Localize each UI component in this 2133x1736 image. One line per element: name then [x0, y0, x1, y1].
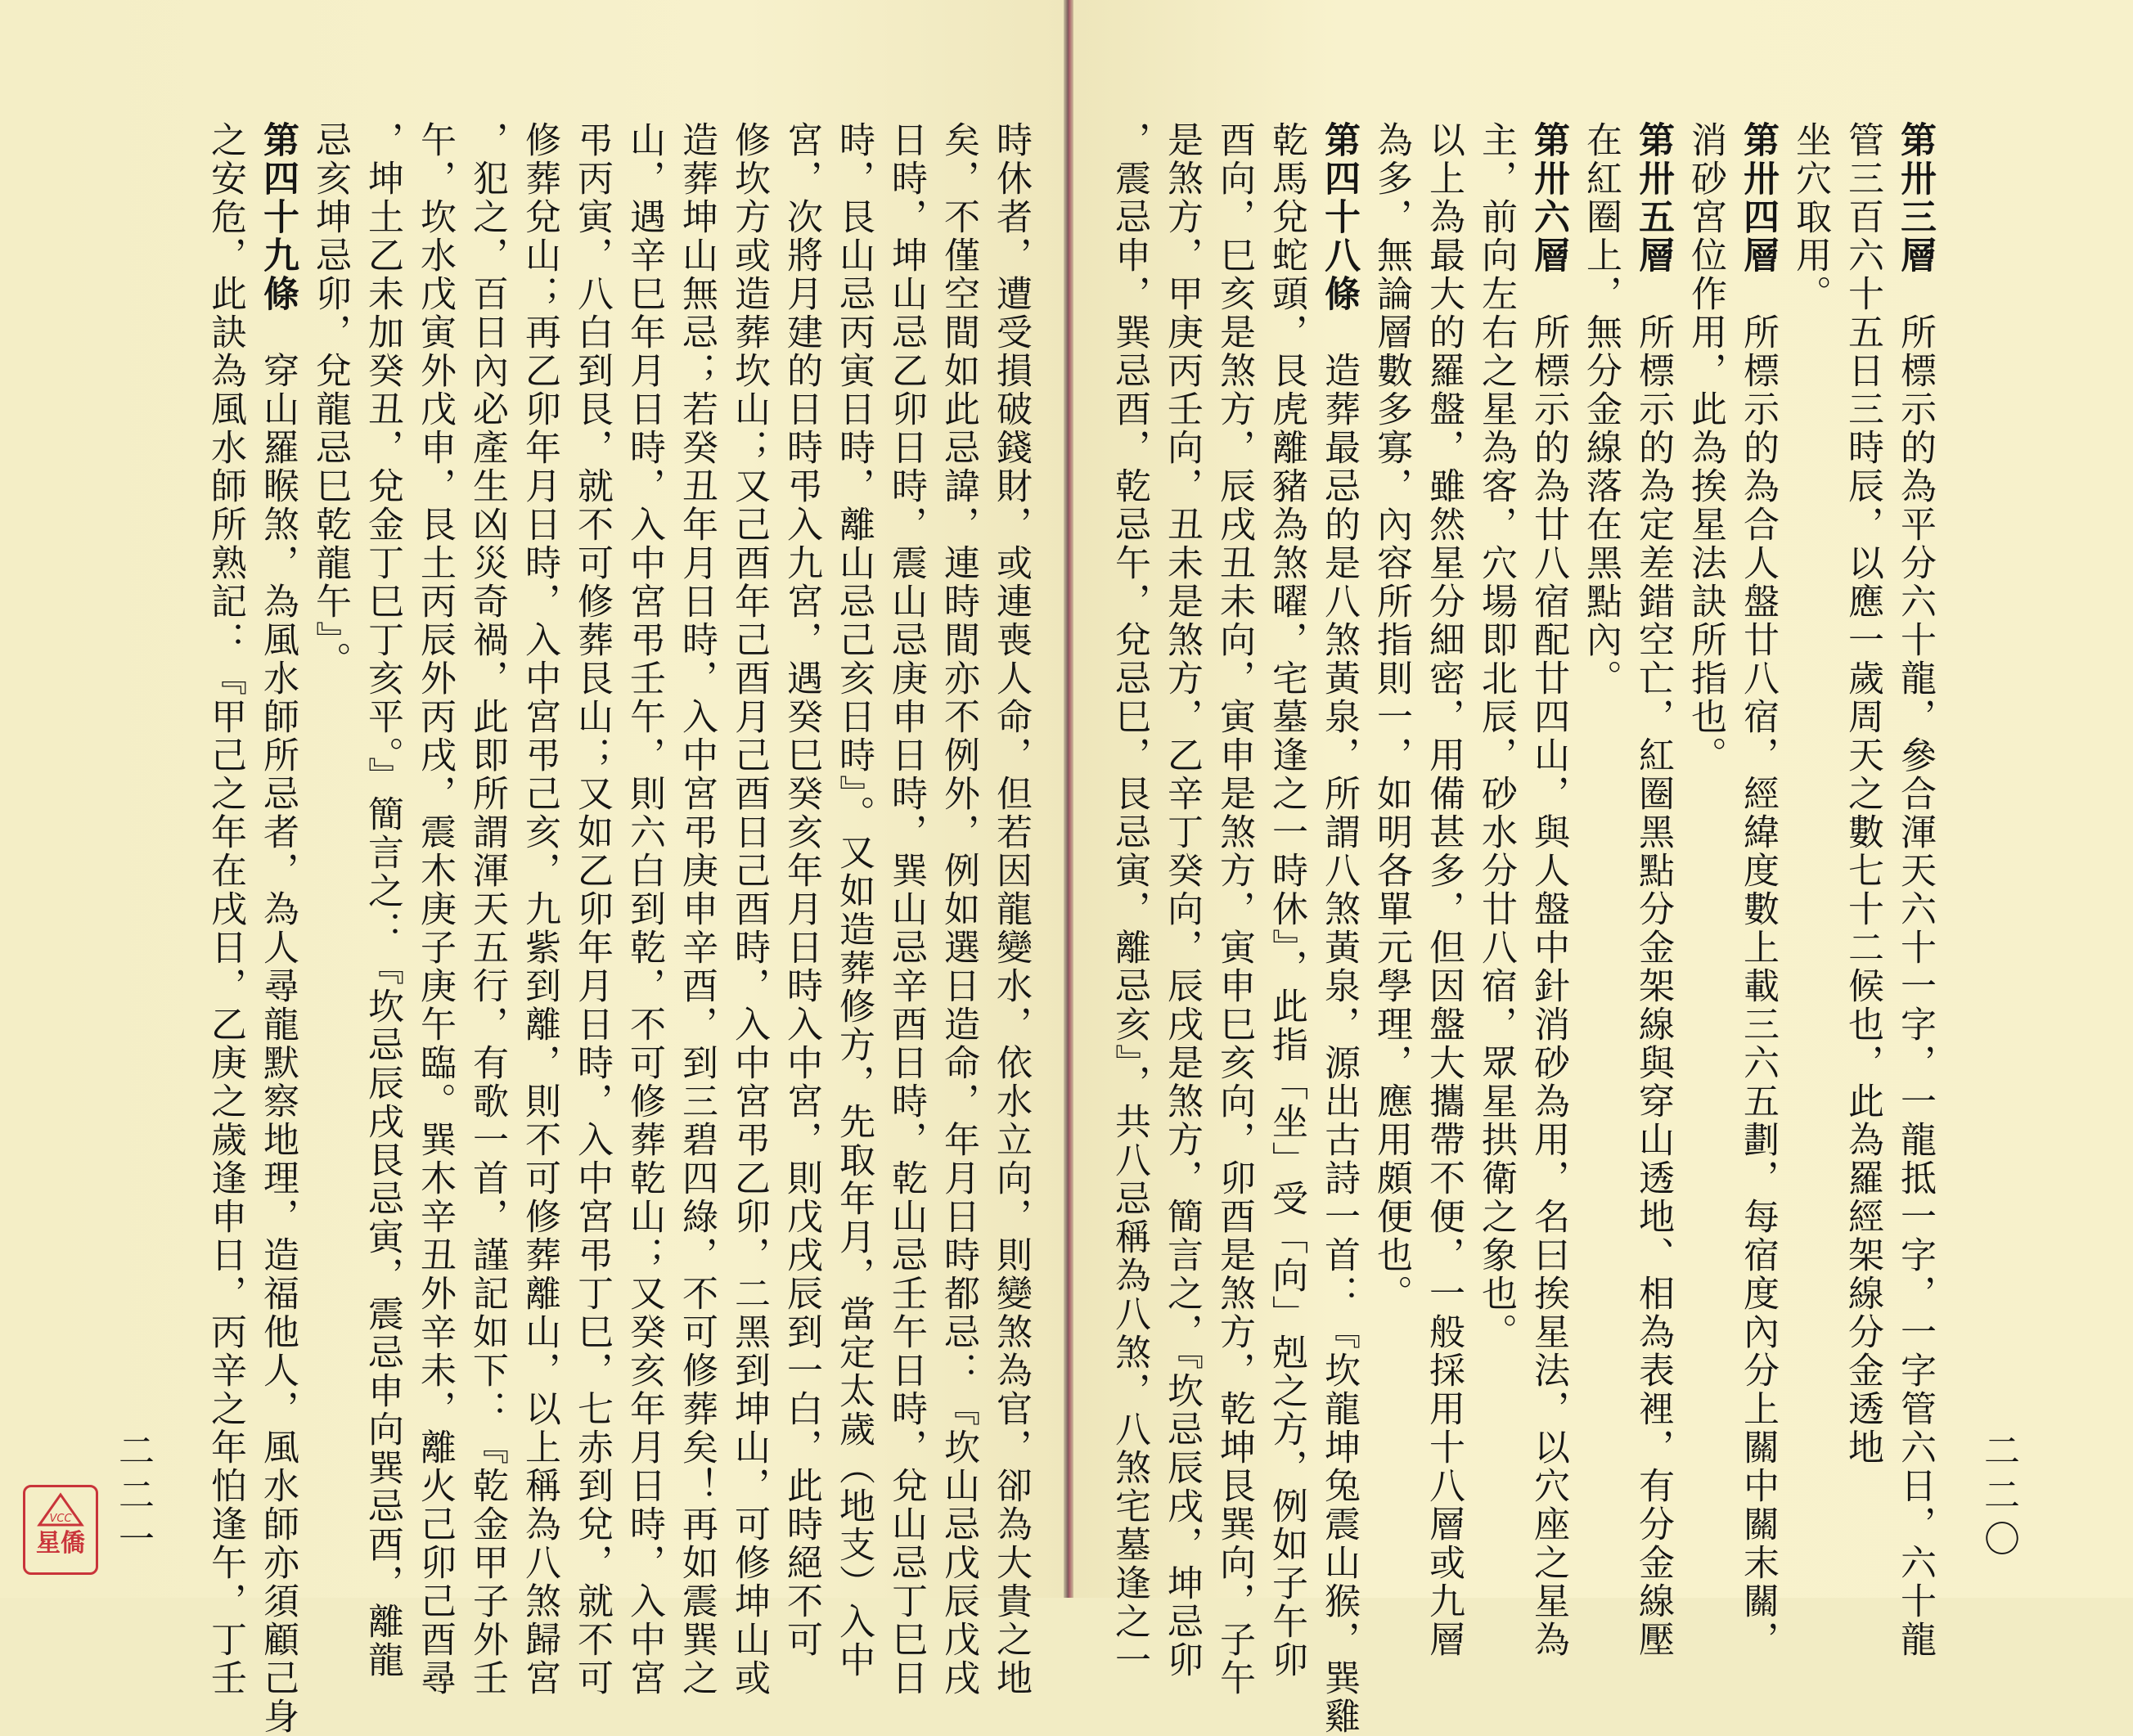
page-number-left: 二二一 — [112, 1432, 154, 1564]
column-text: 午，坎水戊寅外戊申，艮土丙辰外丙戌，震木庚子庚午臨。巽木辛丑外辛未，離火己卯己酉尋 — [414, 121, 456, 1698]
column-text: 日時，坤山忌乙卯日時，震山忌庚申日時，巽山忌辛酉日時，乾山忌壬午日時，兌山忌丁巳日 — [885, 121, 927, 1698]
column-text: 時休者，遭受損破錢財，或連喪人命，但若因龍變水，依水立向，則變煞為官，卻為大貴之地 — [990, 121, 1032, 1698]
column-text: 修葬兌山；再乙卯年月日時，入中宮弔己亥，九紫到離，則不可修葬離山，以上稱為八煞歸宮 — [519, 121, 560, 1698]
publisher-seal — [23, 1485, 98, 1575]
section-heading: 第四十八條 — [1318, 121, 1360, 313]
right-page-text-column — [1890, 121, 1939, 1659]
left-page-text-column — [462, 121, 511, 1698]
column-text: 修坎方或造葬坎山；又己酉年己酉月己酉日己酉時，入中宮弔乙卯，二黑到坤山，可修坤山或 — [728, 121, 770, 1698]
left-page-text-column — [567, 121, 616, 1698]
column-text: 造葬坤山無忌；若癸丑年月日時，入中宮弔庚申辛酉，到三碧四綠，不可修葬矣！再如震巽之 — [676, 121, 718, 1698]
column-text: 為多，無論層數多寡，內容所指則一，如明各單元學理，應用頗便也。 — [1370, 121, 1412, 1313]
seal-label: 星僑 — [36, 1529, 85, 1558]
column-text: 時，艮山忌丙寅日時，離山忌己亥日時』。又如造葬修方，先取年月，當定太歲（地支）入中 — [833, 121, 875, 1680]
column-text: 主，前向左右之星為客，穴場即北辰，砂水分廿八宿，眾星拱衛之象也。 — [1475, 121, 1517, 1351]
left-page-text-column — [672, 121, 721, 1698]
left-page-text-column — [829, 121, 878, 1680]
column-text: 穿山羅睺煞，為風水師所忌者，為人尋龍默察地理，造福他人，風水師亦須顧己身 — [257, 352, 299, 1736]
left-page-text-column — [934, 121, 983, 1698]
column-text: ，坤土乙未加癸丑，兌金丁巳丁亥平。』簡言之：『坎忌辰戌艮忌寅，震忌申向巽忌酉，離龍 — [362, 121, 403, 1680]
column-text: 酉向，巳亥是煞方，辰戌丑未向，寅申是煞方，寅申巳亥向，卯酉是煞方，乾坤艮巽向，子午 — [1213, 121, 1255, 1698]
column-text: 所標示的為合人盤廿八宿，經緯度數上載三六五劃，每宿度內分上關中關末關， — [1737, 313, 1779, 1659]
left-page-text-column — [410, 121, 459, 1698]
left-page-text-column — [515, 121, 564, 1698]
right-page-text-column — [1471, 121, 1520, 1351]
column-text: 是煞方，甲庚丙壬向，丑未是煞方，乙辛丁癸向，辰戌是煞方，簡言之，『坎忌辰戌，坤忌卯 — [1161, 121, 1203, 1680]
page-number-right: 二二〇 — [1978, 1432, 2019, 1564]
column-text: 弔丙寅，八白到艮，就不可修葬艮山；又如乙卯年月日時，入中宮弔丁巳，七赤到兌，就不可 — [571, 121, 613, 1698]
right-page-text-column — [1366, 121, 1415, 1313]
right-page-text-column — [1262, 121, 1311, 1680]
section-heading: 第卅六層 — [1528, 121, 1569, 275]
right-page-text-column — [1314, 121, 1363, 1736]
section-heading: 第卅五層 — [1632, 121, 1674, 275]
left-page-text-column — [619, 121, 668, 1698]
left-page-text-column — [253, 121, 302, 1736]
left-page-text-column — [776, 121, 826, 1659]
column-text: 之安危，此訣為風水師所熟記：『甲己之年在戌日，乙庚之歲逢申日，丙辛之年怕逢午，丁壬 — [205, 121, 246, 1698]
right-page-text-column — [1105, 121, 1154, 1680]
right-page-text-column — [1523, 121, 1573, 1659]
column-text: 宮，次將月建的日時弔入九宮，遇癸巳癸亥年月日時入中宮，則戊戌辰到一白，此時絕不可 — [781, 121, 822, 1659]
right-page-text-column — [1733, 121, 1782, 1659]
left-page-text-column — [358, 121, 407, 1680]
column-text: 管三百六十五日三時辰，以應一歲周天之數七十二候也，此為羅經架線分金透地 — [1842, 121, 1883, 1467]
column-text: 所標示的為定差錯空亡，紅圈黑點分金架線與穿山透地、相為表裡，有分金線壓 — [1632, 313, 1674, 1659]
right-page-text-column — [1419, 121, 1468, 1659]
seal-mountain-icon — [36, 1492, 85, 1528]
section-heading: 第卅四層 — [1737, 121, 1779, 275]
right-page-text-column — [1628, 121, 1677, 1659]
section-heading: 第卅三層 — [1894, 121, 1936, 275]
column-text: 坐穴取用。 — [1789, 121, 1831, 313]
right-page-text-column — [1209, 121, 1258, 1698]
left-page-text-column — [881, 121, 930, 1698]
column-text: 造葬最忌的是八煞黃泉，所謂八煞黃泉，源出古詩一首：『坎龍坤兔震山猴，巽雞 — [1318, 352, 1360, 1736]
left-page-text-column — [305, 121, 354, 680]
seal-top-text: VCC — [49, 1513, 72, 1525]
right-page-text-column — [1838, 121, 1887, 1467]
book-gutter — [1064, 0, 1073, 1598]
left-page-text-column — [986, 121, 1035, 1698]
column-text: 乾馬兌蛇頭，艮虎離豬為煞曜，宅墓逢之一時休』，此指「坐」受「向」剋之方，例如子午卯 — [1266, 121, 1307, 1680]
column-text: 所標示的為廿八宿配廿四山，與人盤中針消砂為用，名曰挨星法，以穴座之星為 — [1528, 313, 1569, 1659]
column-text: ，犯之，百日內必產生凶災奇禍，此即所謂渾天五行，有歌一首，謹記如下：『乾金甲子外壬 — [466, 121, 508, 1698]
left-page-text-column — [724, 121, 773, 1698]
column-text: ，震忌申，巽忌酉，乾忌午，兌忌巳，艮忌寅，離忌亥』，共八忌稱為八煞，八煞宅墓逢之一 — [1109, 121, 1150, 1680]
right-page-text-column — [1785, 121, 1834, 313]
right-page-text-column — [1576, 121, 1625, 698]
section-heading: 第四十九條 — [257, 121, 299, 313]
column-text: 所標示的為平分六十龍，參合渾天六十一字，一龍抵一字，一字管六日，六十龍 — [1894, 313, 1936, 1659]
column-text: 山，遇辛巳年月日時，入中宮弔壬午，則六白到乾，不可修葬乾山；又癸亥年月日時，入中宮 — [623, 121, 665, 1698]
right-page-text-column — [1681, 121, 1730, 775]
column-text: 消砂宮位作用，此為挨星法訣所指也。 — [1685, 121, 1726, 775]
column-text: 矣，不僅空間如此忌諱，連時間亦不例外，例如選日造命，年月日時都忌：『坎山忌戊辰戊戌 — [938, 121, 979, 1698]
right-page-text-column — [1157, 121, 1206, 1680]
column-text: 在紅圈上，無分金線落在黑點內。 — [1580, 121, 1622, 698]
left-page-text-column — [200, 121, 250, 1698]
column-text: 忌亥坤忌卯，兌龍忌巳乾龍午』。 — [309, 121, 351, 680]
column-text: 以上為最大的羅盤，雖然星分細密，用備甚多，但因盤大攜帶不便，一般採用十八層或九層 — [1423, 121, 1465, 1659]
